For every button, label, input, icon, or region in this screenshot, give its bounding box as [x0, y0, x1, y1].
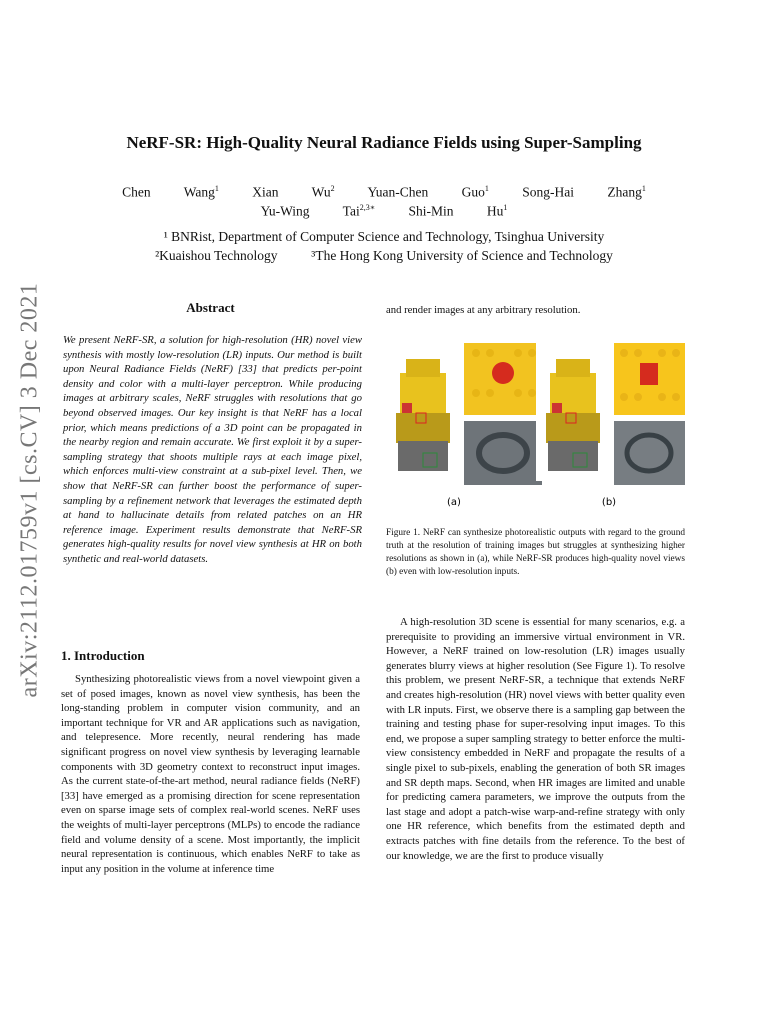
authors-line-2: Yu-Wing Tai$^{2,3∗}$ Shi-Min Hu$^1$: [260, 203, 508, 219]
author-affil-mark: 2: [330, 184, 335, 193]
paper-title: NeRF-SR: High-Quality Neural Radiance Fields using Super-Sampling: [126, 133, 642, 152]
introduction-body: Synthesizing photorealistic views from a novel viewpoint given a set of posed images, known as novel view synthesis, has been the long-standing problem in computer vision community, and an important technique for VR and AR applications such as navigation, and telepresence. More recently, neural rendering has made significant progress on novel view synthesis by leveraging learnable components with 3D geometry context to reconstruct input images. As the current state-of-the-art method, neural radiance fields (NeRF) [33] have emerged as a promising direction for scene representation even on sparse image sets of complex real-world scenes. NeRF uses the weights of multi-layer perceptrons (MLPs) to encode the radiance field and volume density of a scene. Most importantly, the implicit neural representation is continuous, which enables NeRF to take as input any position in the volume at inference time: [61, 673, 360, 875]
author-name: Xian Wu: [252, 184, 331, 200]
author-affil-mark: 2,3: [359, 203, 370, 212]
affiliation-2: ²Kuaishou Technology ³The Hong Kong University of Science and Technology: [155, 248, 613, 263]
author-affil-mark: 1: [503, 203, 508, 212]
arxiv-sidebar-stamp: [10, 260, 50, 720]
author-name: Song-Hai Zhang: [522, 184, 642, 200]
figure-label-b: (b): [601, 497, 617, 508]
section-heading-introduction: 1. Introduction: [61, 648, 145, 663]
affiliation-1: ¹ BNRist, Department of Computer Science and Technology, Tsinghua University: [163, 229, 605, 244]
author-affil-mark: 1: [214, 184, 219, 193]
author-affil-mark: 1: [641, 184, 646, 193]
figure-1-image: [386, 333, 685, 513]
abstract-heading: Abstract: [186, 300, 235, 315]
right-column-body: A high-resolution 3D scene is essential for many scenarios, e.g. a prerequisite to providing an immersive virtual environment in VR. However, a NeRF trained on low-resolution (LR) images usually generates blurry views at higher resolution (See Figure 1). To resolve this problem, we present NeRF-SR, a technique that extends NeRF and creates high-resolution (HR) novel views with better quality even with LR inputs. First, we observe there is a sampling gap between the training and testing phase for super-resolving input images. To this end, we propose a super sampling strategy to better enforce the multi-view consistency embedded in NeRF and propagate the results of a single pixel to sub-pixels, enabling the generation of both SR images and SR depth maps. Second, when HR images are limited and unable for predicting camera parameters, we improve the outputs from the last stage and adopt a patch-wise warp-and-refine strategy with only one HR reference, which benefits from the estimated depth and extracts patches with fine details from the reference. To the best of our knowledge, we are the first to produce visually: [386, 616, 685, 862]
figure-1: [386, 333, 685, 513]
figure-1-caption: Figure 1. NeRF can synthesize photorealistic outputs with regard to the ground truth at the resolution of training images but struggles at synthesizing higher resolutions as shown in (a), while NeRF-SR produces high-quality novel views (b) even with low-resolution inputs.: [386, 528, 685, 577]
author-name: Chen Wang: [122, 184, 215, 200]
author-name: Yu-Wing Tai: [260, 203, 360, 219]
figure-label-a: (a): [447, 497, 461, 508]
author-name: Shi-Min Hu: [408, 203, 504, 219]
figure-panel-a: [386, 343, 542, 485]
author-name: Yuan-Chen Guo: [367, 184, 485, 200]
figure-panel-b: [536, 343, 685, 485]
arxiv-id: arXiv:2112.01759v1 [cs.CV] 3 Dec 2021: [16, 282, 43, 698]
right-column-continuation: and render images at any arbitrary resolution.: [386, 304, 581, 316]
abstract-body: We present NeRF-SR, a solution for high-resolution (HR) novel view synthesis with mostly low-resolution (LR) inputs. Our method is built upon Neural Radiance Fields (NeRF) [33] that predicts per-point density and color with a multi-layer perceptron. While producing images at arbitrary scales, NeRF struggles with resolutions that go beyond observed images. Our key insight is that NeRF has a local prior, which means predictions of a 3D point can be propagated in the nearby region and remain accurate. We first exploit it by a super-sampling strategy that shoots multiple rays at each image pixel, which enforces multi-view constraint at a sub-pixel level. Then, we show that NeRF-SR can further boost the performance of super-sampling by a refinement network that leverages the estimated depth at hand to hallucinate details from related patches on an HR reference image. Experiment results demonstrate that NeRF-SR generates high-quality results for novel view synthesis at HR on both synthetic and real-world datasets.: [63, 334, 362, 565]
author-affil-mark: 1: [484, 184, 489, 193]
authors-line-1: [0, 184, 768, 201]
